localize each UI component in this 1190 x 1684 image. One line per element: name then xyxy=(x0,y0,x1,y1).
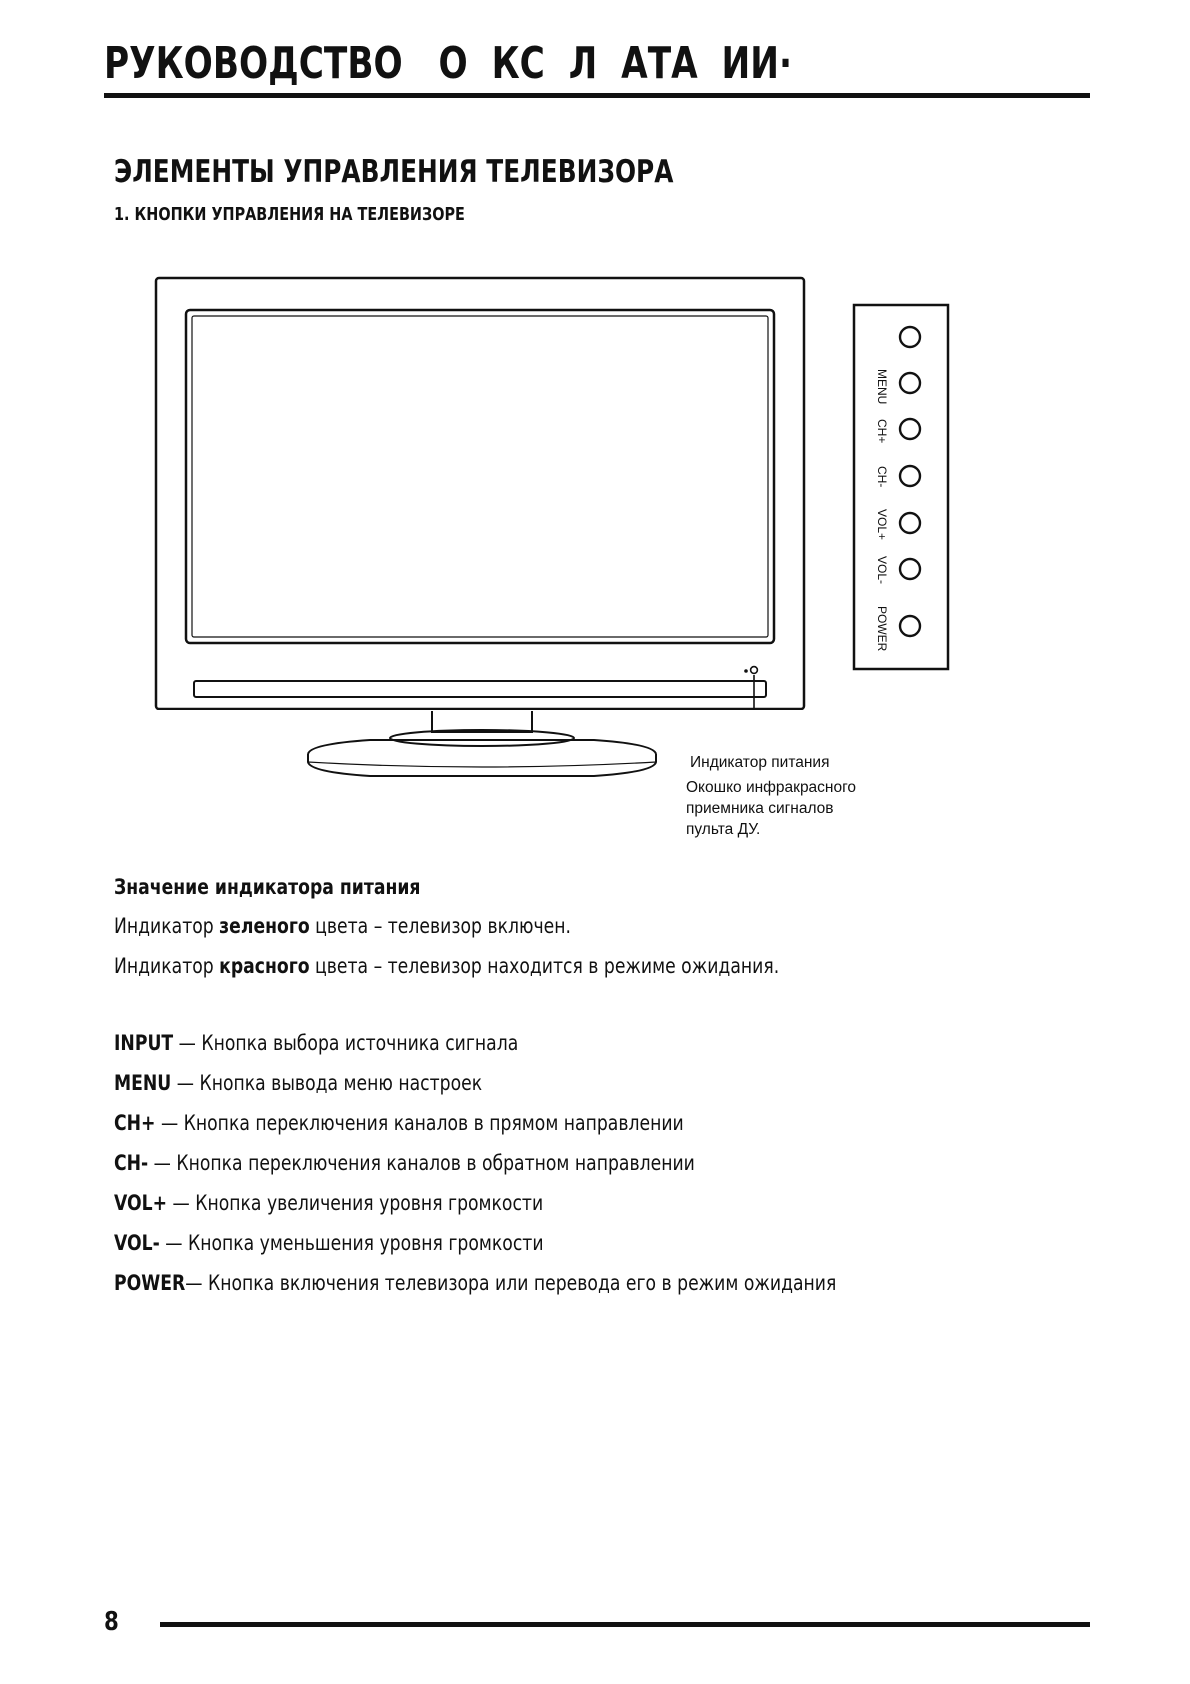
footer-rule xyxy=(160,1622,1090,1627)
page-number: 8 xyxy=(104,1607,119,1637)
button-key: MENU xyxy=(114,1071,172,1095)
callout-ir-line: пульта ДУ. xyxy=(686,821,761,838)
list-item xyxy=(114,1191,836,1231)
tv-stand xyxy=(290,710,670,790)
separator: — xyxy=(159,1231,188,1255)
list-item xyxy=(114,1031,836,1071)
side-control-panel xyxy=(852,303,952,673)
indicator-red-line xyxy=(114,954,779,978)
tv-bottom-bar xyxy=(194,681,766,697)
button-key: INPUT xyxy=(114,1031,174,1055)
callout-ir-line: приемника сигналов xyxy=(686,800,834,817)
separator: — xyxy=(173,1031,202,1055)
list-item xyxy=(114,1231,836,1271)
tv-frame xyxy=(156,278,804,709)
panel-label-ch-minus: CH- xyxy=(875,466,889,488)
callout-ir-line: Окошко инфракрасного xyxy=(686,779,857,796)
button-key: CH+ xyxy=(114,1111,156,1135)
power-button-icon xyxy=(900,616,920,636)
manual-header-title: РУКОВОДСТВО О КС Л АТА ИИ· xyxy=(104,38,793,89)
indicator-green-prefix: Индикатор xyxy=(114,914,220,938)
button-desc: Кнопка переключения каналов в обратном направлении xyxy=(176,1151,695,1175)
callout-power-indicator: Индикатор питания xyxy=(690,754,830,771)
button-desc: Кнопка увеличения уровня громкости xyxy=(195,1191,544,1215)
separator: — xyxy=(171,1071,200,1095)
ch-minus-button-icon xyxy=(900,466,920,486)
panel-label-vol-plus: VOL+ xyxy=(875,509,889,541)
power-indicator-icon xyxy=(744,669,748,673)
indicator-red-color: красного xyxy=(219,954,310,978)
list-item xyxy=(114,1151,836,1191)
separator: — xyxy=(148,1151,177,1175)
panel-label-vol-minus: VOL- xyxy=(875,556,889,585)
separator: — xyxy=(167,1191,196,1215)
indicator-green-suffix: цвета – телевизор включен. xyxy=(309,914,571,938)
panel-label-menu: MENU xyxy=(875,369,889,405)
list-item xyxy=(114,1071,836,1111)
panel-label-ch-plus: CH+ xyxy=(875,419,889,444)
header-rule xyxy=(104,93,1090,98)
tv-screen-outer xyxy=(186,310,774,643)
button-key: POWER xyxy=(114,1271,186,1295)
indicator-red-prefix: Индикатор xyxy=(114,954,220,978)
indicator-green-line xyxy=(114,914,571,938)
list-item xyxy=(114,1111,836,1151)
indicator-green-color: зеленого xyxy=(219,914,310,938)
tv-screen-inner xyxy=(192,316,768,637)
button-desc: Кнопка переключения каналов в прямом направлении xyxy=(183,1111,684,1135)
button-description-list xyxy=(114,1031,995,1311)
separator: — xyxy=(185,1271,208,1295)
vol-plus-button-icon xyxy=(900,513,920,533)
button-key: CH- xyxy=(114,1151,149,1175)
button-desc: Кнопка выбора источника сигнала xyxy=(201,1031,519,1055)
indicator-meaning-heading: Значение индикатора питания xyxy=(114,875,421,899)
button-desc: Кнопка вывода меню настроек xyxy=(199,1071,483,1095)
callout-ir-receiver xyxy=(686,777,856,840)
separator: — xyxy=(155,1111,184,1135)
button-key: VOL+ xyxy=(114,1191,168,1215)
vol-minus-button-icon xyxy=(900,559,920,579)
button-desc: Кнопка включения телевизора или перевода его в режим ожидания xyxy=(207,1271,837,1295)
button-desc: Кнопка уменьшения уровня громкости xyxy=(187,1231,544,1255)
section-subtitle: 1. КНОПКИ УПРАВЛЕНИЯ НА ТЕЛЕВИЗОРЕ xyxy=(114,204,465,225)
indicator-red-suffix: цвета – телевизор находится в режиме ожидания. xyxy=(309,954,780,978)
button-key: VOL- xyxy=(114,1231,160,1255)
list-item xyxy=(114,1271,836,1311)
tv-diagram xyxy=(150,270,970,710)
ch-plus-button-icon xyxy=(900,419,920,439)
stand-neck xyxy=(432,711,532,732)
ir-receiver-icon xyxy=(751,667,758,674)
menu-button-icon xyxy=(900,373,920,393)
stand-base-edge xyxy=(308,762,656,767)
panel-label-power: POWER xyxy=(875,606,889,652)
input-button-icon xyxy=(900,327,920,347)
section-title: ЭЛЕМЕНТЫ УПРАВЛЕНИЯ ТЕЛЕВИЗОРА xyxy=(114,154,674,190)
